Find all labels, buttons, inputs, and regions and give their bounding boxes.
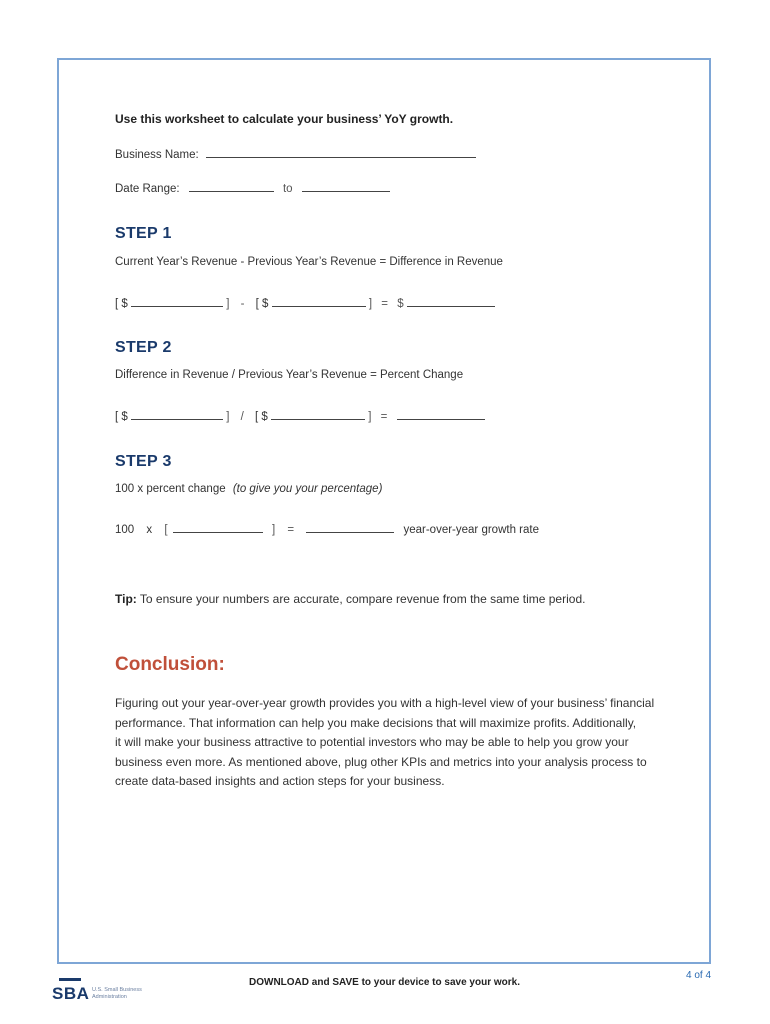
step3-close-bracket: ] (271, 524, 276, 536)
date-range-end-field[interactable] (302, 180, 390, 192)
step3-open-bracket: [ (164, 524, 168, 536)
step3-equals: = (287, 524, 295, 536)
date-range-to: to (282, 183, 293, 195)
conclusion-line: it will make your business attractive to potential investors who may be able to help you grow your (115, 735, 629, 749)
step3-inputs (115, 521, 539, 536)
tip-row (115, 592, 585, 606)
step1-difference-field[interactable] (407, 295, 495, 307)
step2-inputs (115, 408, 485, 423)
conclusion-title: Conclusion: (115, 654, 225, 675)
step2-divide: / (240, 411, 244, 423)
tip-text: To ensure your numbers are accurate, compare revenue from the same time period. (139, 592, 586, 606)
step2-close-bracket-2: ] (368, 411, 372, 423)
step2-open-bracket-1: [ $ (115, 411, 128, 423)
business-name-field[interactable] (206, 146, 476, 158)
conclusion-line: create data-based insights and action steps for your business. (115, 774, 445, 788)
step1-close-bracket-2: ] (368, 298, 373, 310)
step1-equals: = (381, 298, 388, 310)
step1-minus: - (240, 298, 245, 310)
step1-inputs (115, 295, 495, 310)
step2-close-bracket-1: ] (226, 411, 230, 423)
step2-percent-change-field[interactable] (397, 408, 485, 420)
step1-previous-revenue-field[interactable] (272, 295, 366, 307)
step3-result-label: year-over-year growth rate (403, 524, 539, 536)
step1-title: STEP 1 (115, 225, 172, 242)
logo-wordmark: SBA (52, 984, 90, 1003)
step3-title: STEP 3 (115, 453, 172, 470)
logo-bar (59, 978, 81, 981)
step1-open-bracket-2: [ $ (255, 298, 269, 310)
step1-current-revenue-field[interactable] (131, 295, 223, 307)
download-save-footer: DOWNLOAD and SAVE to your device to save your work. (249, 977, 520, 988)
conclusion-line: business even more. As mentioned above, plug other KPIs and metrics into your analysis process to (115, 754, 647, 769)
conclusion-line: performance. That information can help you make decisions that will maximize profits. Additionally, (115, 715, 637, 730)
date-range-start-field[interactable] (189, 180, 274, 192)
step3-growth-rate-field[interactable] (306, 521, 394, 533)
step2-title: STEP 2 (115, 339, 172, 356)
conclusion-paragraph (115, 694, 655, 792)
step3-hundred: 100 (115, 524, 135, 536)
business-name-label: Business Name: (115, 149, 199, 161)
step3-formula-note: (to give you your percentage) (232, 483, 383, 495)
logo-subtitle: U.S. Small Business Administration (92, 987, 142, 1000)
worksheet-intro: Use this worksheet to calculate your business’ YoY growth. (115, 112, 454, 126)
step2-equals: = (380, 411, 388, 423)
tip-label: Tip: (115, 592, 137, 606)
date-range-row (115, 180, 390, 195)
business-name-row (115, 146, 476, 161)
step1-close-bracket-1: ] (226, 298, 230, 310)
step2-formula: Difference in Revenue / Previous Year’s Revenue = Percent Change (115, 369, 464, 381)
step3-percent-change-field[interactable] (173, 521, 263, 533)
step2-previous-revenue-field[interactable] (271, 408, 365, 420)
step2-difference-field[interactable] (131, 408, 223, 420)
step1-dollar: $ (397, 298, 404, 310)
step3-formula-main: 100 x percent change (115, 483, 226, 495)
date-range-label: Date Range: (115, 183, 180, 195)
step3-times: x (146, 524, 153, 536)
step2-open-bracket-2: [ $ (255, 411, 268, 423)
step3-formula (115, 483, 382, 495)
step1-open-bracket-1: [ $ (115, 298, 128, 310)
page-number: 4 of 4 (686, 970, 712, 981)
step1-formula: Current Year’s Revenue - Previous Year’s Revenue = Difference in Revenue (115, 256, 503, 268)
conclusion-line: Figuring out your year-over-year growth provides you with a high-level view of your business’ financial (115, 696, 655, 710)
